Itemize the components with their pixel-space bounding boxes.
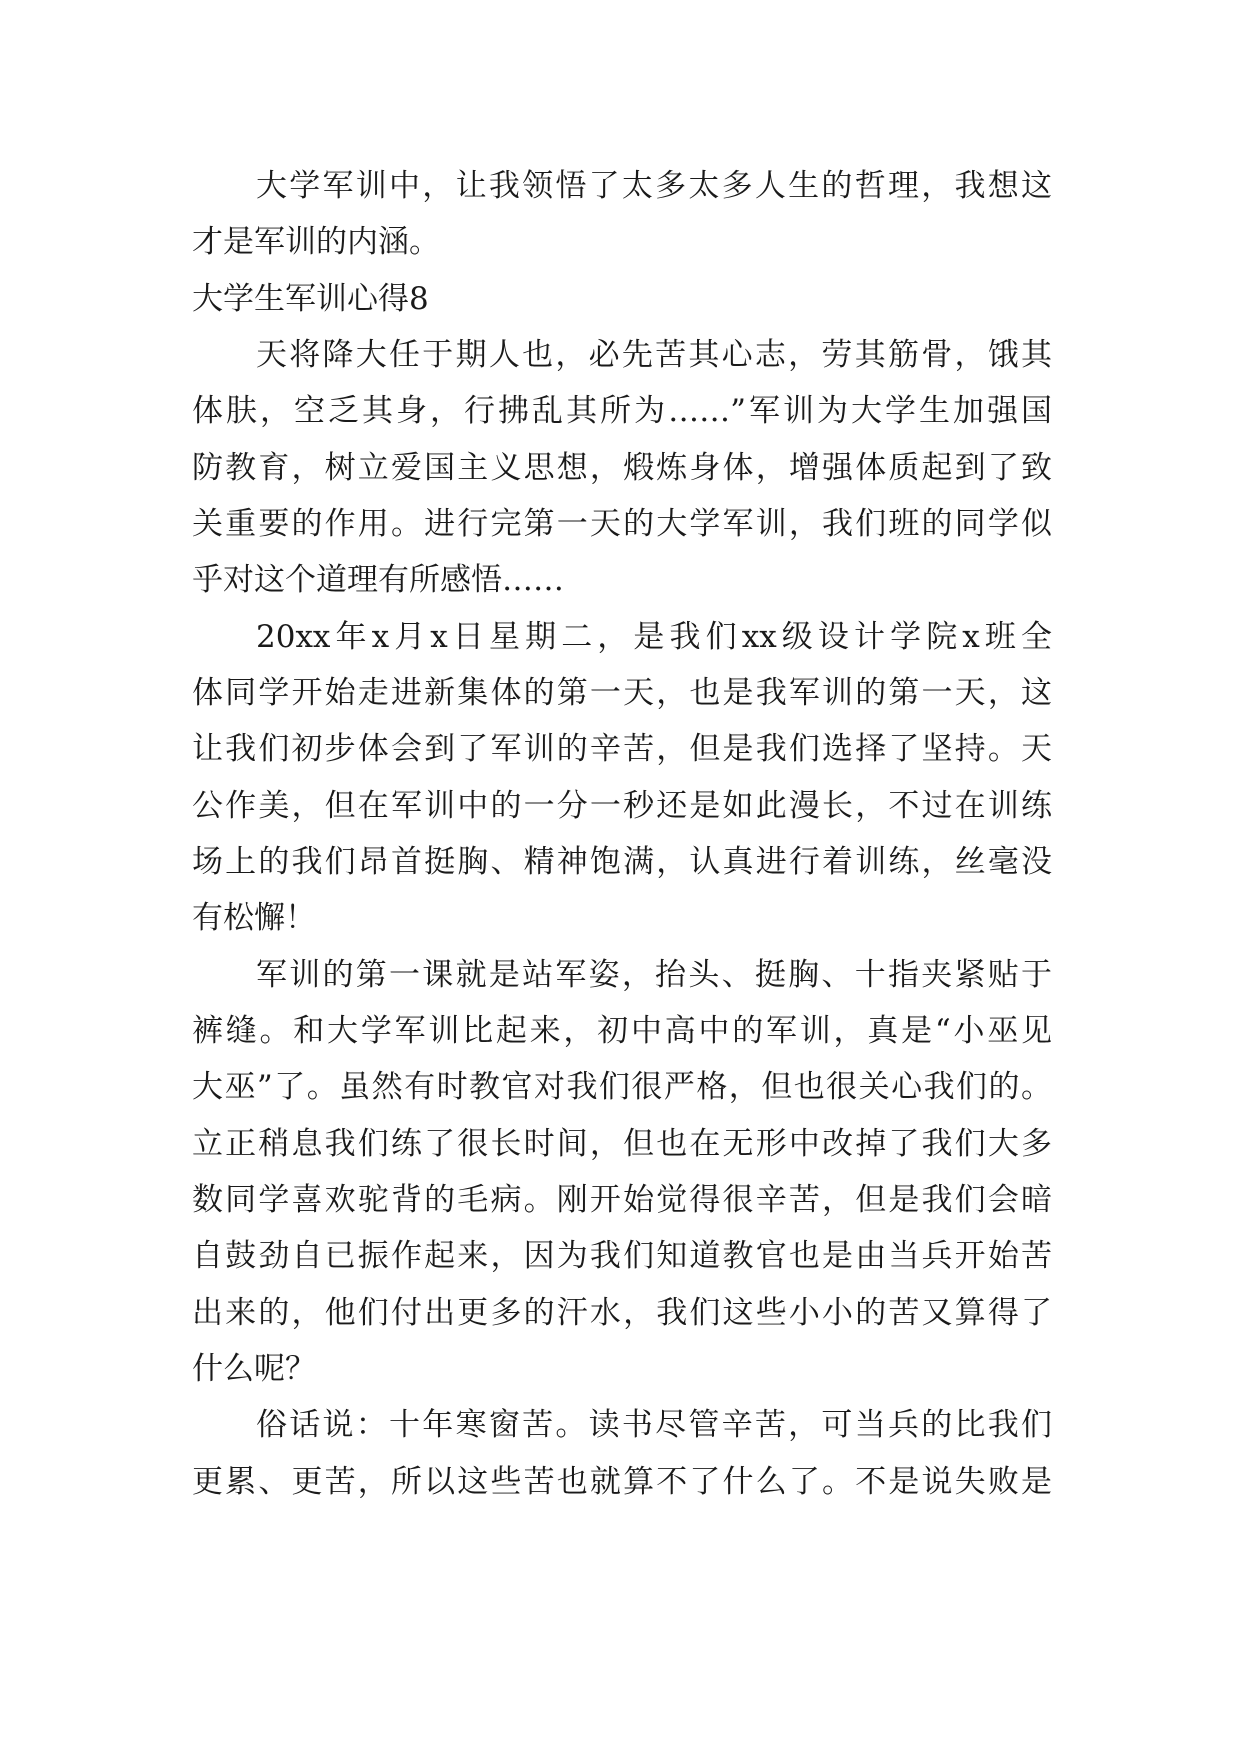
text-line: 体肤，空乏其身，行拂乱其所为……”军训为大学生加强国: [192, 393, 1052, 429]
text-line: 更累、更苦，所以这些苦也就算不了什么了。不是说失败是: [192, 1464, 1052, 1500]
text-line: 让我们初步体会到了军训的辛苦，但是我们选择了坚持。天: [192, 731, 1052, 767]
text-line: 自鼓劲自已振作起来，因为我们知道教官也是由当兵开始苦: [192, 1238, 1052, 1274]
text-line: 有松懈！: [192, 900, 316, 936]
text-line: 立正稍息我们练了很长时间，但也在无形中改掉了我们大多: [192, 1126, 1052, 1162]
text-line: 防教育，树立爱国主义思想，煅炼身体，增强体质起到了致: [192, 450, 1052, 486]
text-line: 大学军训中，让我领悟了太多太多人生的哲理，我想这: [256, 168, 1052, 204]
text-line: 关重要的作用。进行完第一天的大学军训，我们班的同学似: [192, 506, 1052, 542]
text-line: 场上的我们昂首挺胸、精神饱满，认真进行着训练，丝毫没: [192, 844, 1052, 880]
text-line: 出来的，他们付出更多的汗水，我们这些小小的苦又算得了: [192, 1295, 1052, 1331]
text-line: 乎对这个道理有所感悟……: [192, 562, 564, 598]
text-line: 俗话说：十年寒窗苦。读书尽管辛苦，可当兵的比我们: [256, 1407, 1052, 1443]
text-line: 体同学开始走进新集体的第一天，也是我军训的第一天，这: [192, 675, 1052, 711]
text-line: 公作美，但在军训中的一分一秒还是如此漫长，不过在训练: [192, 788, 1052, 824]
text-line: 天将降大任于期人也，必先苦其心志，劳其筋骨，饿其: [256, 337, 1052, 373]
section-heading: 大学生军训心得8: [192, 281, 429, 317]
text-line: 数同学喜欢驼背的毛病。刚开始觉得很辛苦，但是我们会暗: [192, 1182, 1052, 1218]
text-line: 军训的第一课就是站军姿，抬头、挺胸、十指夹紧贴于: [256, 957, 1052, 993]
text-line: 什么呢？: [192, 1351, 316, 1387]
text-line: 才是军训的内涵。: [192, 224, 440, 260]
text-line: 20xx年x月x日星期二，是我们xx级设计学院x班全: [256, 619, 1052, 655]
text-line: 大巫”了。虽然有时教官对我们很严格，但也很关心我们的。: [192, 1069, 1052, 1105]
text-line: 裤缝。和大学军训比起来，初中高中的军训，真是“小巫见: [192, 1013, 1052, 1049]
